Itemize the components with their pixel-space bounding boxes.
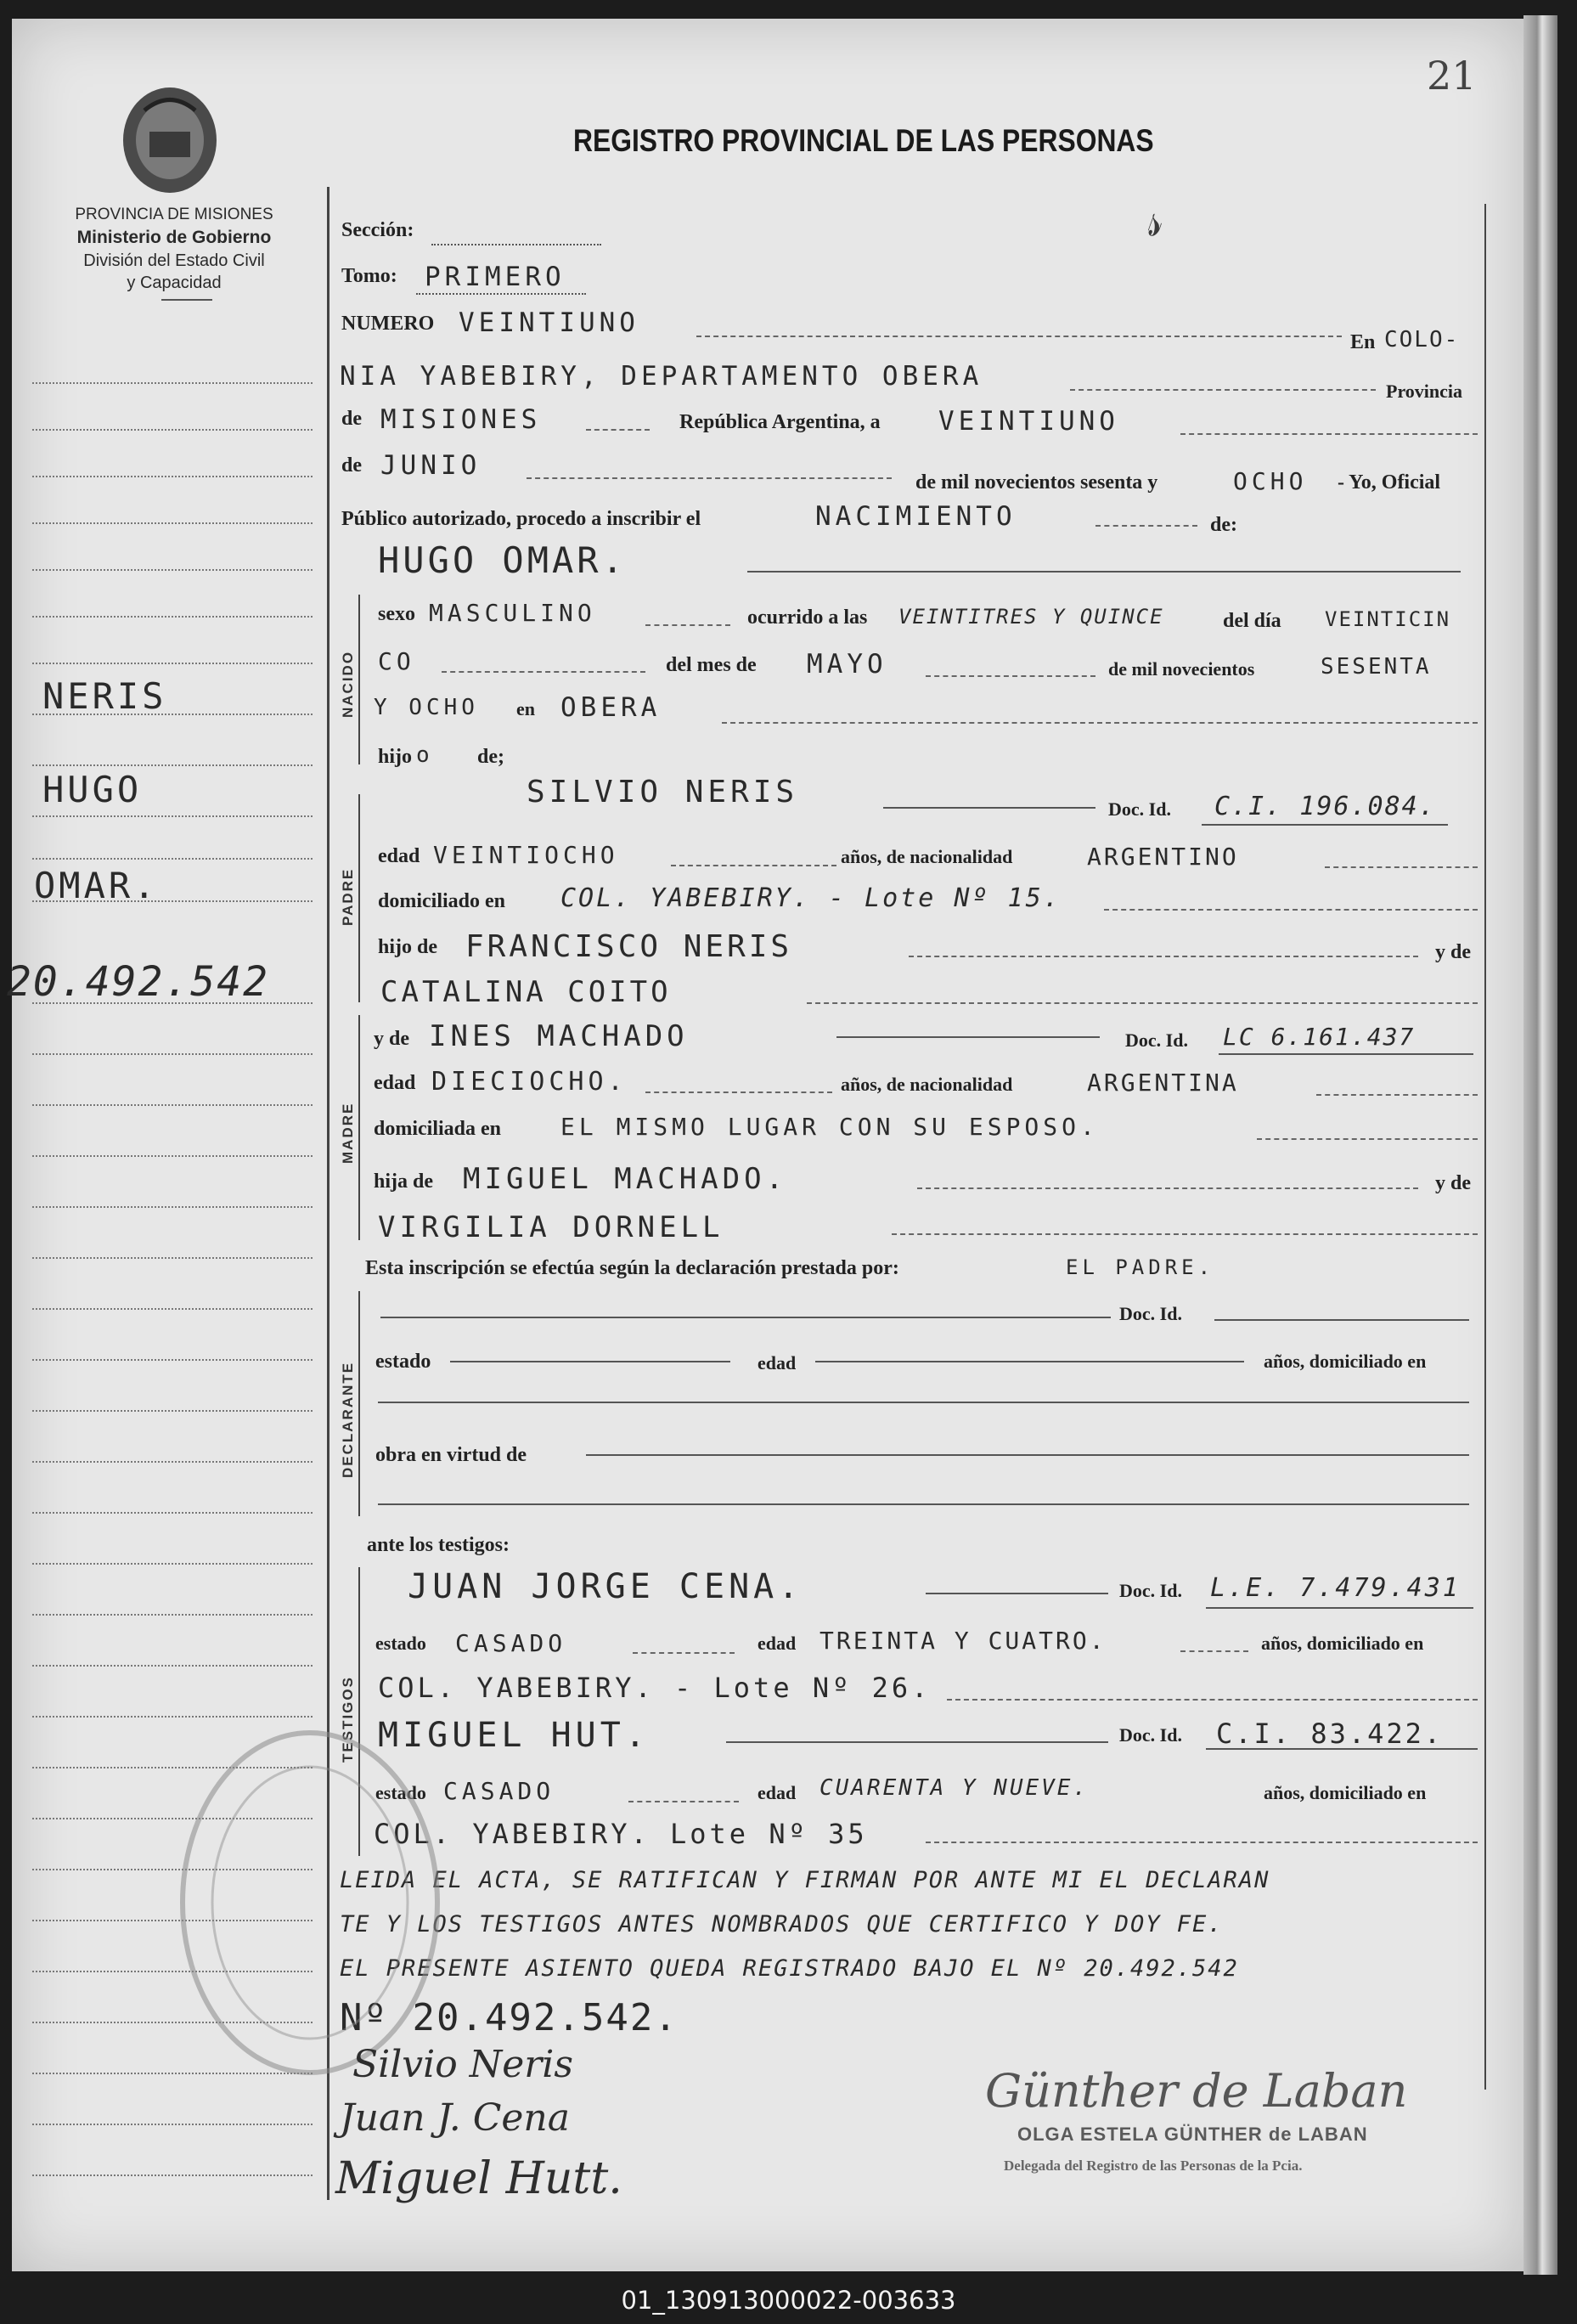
official-stamp-icon [174,1724,446,2081]
madre-domicilio-label: domiciliada en [374,1118,502,1140]
nacido-bracket [358,595,360,764]
declarante-obra-label: obra en virtud de [375,1444,527,1466]
numero-line [696,336,1342,337]
mes-nac-value: MAYO [807,649,887,680]
seccion-line [431,244,601,245]
declarante-anios-label: años, domiciliado en [1264,1351,1427,1372]
nacido-section-label: NACIDO [340,650,356,718]
mil-label-2: de mil novecientos [1108,658,1255,680]
testigo1-estado-label: estado [375,1633,426,1654]
testigo2-edad: CUARENTA Y NUEVE. [819,1775,1090,1801]
testigo1-estado: CASADO [455,1629,567,1657]
margin-line [32,1104,313,1106]
margin-line [32,1410,313,1412]
nota-line-4: Nº 20.492.542. [340,1996,679,2039]
margin-line [32,1308,313,1310]
padre-bracket [358,794,360,1002]
acto-value: NACIMIENTO [815,501,1017,532]
header-divider [161,299,212,301]
madre-padre-line [917,1187,1418,1189]
madre-madre-line [892,1233,1478,1235]
en-label: En [1350,331,1376,353]
margin-line [32,1614,313,1616]
testigo2-estado: CASADO [443,1777,555,1805]
madre-doc-line [1219,1053,1473,1055]
declarante-nombre-line [380,1317,1111,1318]
ocurrido-label: ocurrido a las [747,606,868,629]
margin-line [32,429,313,431]
padre-doc-line [1202,824,1448,826]
declarante-doc-line [1214,1319,1469,1321]
nombre-line [747,571,1461,573]
form-right-border [1484,204,1486,2090]
testigo2-doc-line [1206,1748,1478,1750]
seccion-label: Sección: [341,219,414,241]
sexo-label: sexo [378,603,415,625]
padre-padre-line [909,956,1418,957]
declarante-obra-line [586,1454,1469,1456]
del-mes-label: del mes de [666,654,757,676]
margin-name-1: HUGO [42,769,143,810]
madre-doc-label: Doc. Id. [1125,1029,1188,1051]
mes-nac-line [926,675,1095,677]
madre-nacionalidad-label: años, de nacionalidad [841,1074,1013,1095]
padre-nacionalidad-label: años, de nacionalidad [841,846,1013,867]
padre-nombre: SILVIO NERIS [527,775,799,809]
signature-padre: Silvio Neris [352,2043,573,2086]
de-label: de [341,408,362,430]
margin-line [32,1716,313,1718]
testigo2-nombre: MIGUEL HUT. [378,1716,650,1755]
margin-line [32,1461,313,1463]
padre-padre: FRANCISCO NERIS [465,929,793,964]
mes-value: JUNIO [380,450,482,481]
margin-line [32,1563,313,1565]
mil-label: de mil novecientos sesenta y [915,471,1158,494]
signature-testigo-2: Miguel Hutt. [335,2153,622,2204]
padre-domicilio-label: domiciliado en [378,890,506,912]
de-label-3: de: [1210,514,1237,536]
testigo2-anios-label: años, domiciliado en [1264,1782,1427,1803]
declarante-extra-line [378,1503,1469,1505]
margin-line [32,569,313,571]
testigos-label: ante los testigos: [367,1534,510,1556]
signature-oficial: Günther de Laban [985,2064,1408,2118]
testigo2-domicilio: COL. YABEBIRY. Lote Nº 35 [374,1818,868,1850]
madre-nac-line [1316,1094,1478,1096]
margin-line [32,2175,313,2176]
testigo1-doc-line [1206,1607,1473,1609]
margin-line [32,663,313,664]
declarante-doc-label: Doc. Id. [1119,1303,1182,1324]
document-title: REGISTRO PROVINCIAL DE LAS PERSONAS [573,123,1154,158]
margin-line [32,1053,313,1055]
testigo1-doc: L.E. 7.479.431 [1210,1573,1461,1603]
padre-madre-line [807,1002,1478,1004]
margin-line [32,2124,313,2125]
madre-bracket [358,1015,360,1240]
page-number: 21 [1427,53,1477,99]
margin-line [32,616,313,618]
padre-nombre-line [883,807,1095,809]
madre-madre: VIRGILIA DORNELL [378,1210,724,1244]
oficial-label: - Yo, Oficial [1338,471,1441,494]
en-value-start: COLO- [1384,327,1460,353]
header-signature: 𝓈 [1130,195,1169,248]
testigo1-anios-label: años, domiciliado en [1261,1633,1424,1654]
declaracion-label: Esta inscripción se efectúa según la declaración prestada por: [365,1257,899,1279]
madre-section-label: MADRE [340,1102,356,1164]
ministry-label: Ministerio de Gobierno [76,228,272,247]
margin-line [32,382,313,384]
testigo1-domicilio-line [947,1699,1478,1701]
numero-value: VEINTIUNO [459,307,639,338]
tomo-value: PRIMERO [425,262,566,292]
padre-hijo-de-label: hijo de [378,936,438,958]
padre-domicilio-line [1104,909,1478,911]
padre-doc-label: Doc. Id. [1108,798,1171,820]
testigo2-estado-line [628,1801,739,1802]
padre-edad-label: edad [378,845,420,867]
margin-line [32,1359,313,1361]
tomo-label: Tomo: [341,265,397,287]
margin-name-2: OMAR. [34,865,159,906]
madre-nombre: INES MACHADO [429,1019,689,1053]
testigo2-doc: C.I. 83.422. [1216,1718,1444,1750]
margin-registry-number: 20.492.542 [7,958,269,1006]
testigo1-estado-line [633,1652,735,1654]
margin-line [32,1257,313,1259]
testigo1-nombre-line [926,1593,1108,1594]
dia-nac-line [442,671,645,673]
testigo1-nombre: JUAN JORGE CENA. [408,1567,803,1606]
anio-value: OCHO [1233,467,1308,495]
padre-nacionalidad: ARGENTINO [1087,843,1239,871]
numero-label: NUMERO [341,313,435,335]
testigo1-doc-label: Doc. Id. [1119,1580,1182,1601]
margin-line [32,476,313,477]
testigo2-edad-label: edad [758,1782,797,1803]
madre-domicilio-line [1257,1138,1478,1140]
nota-line-2: TE Y LOS TESTIGOS ANTES NOMBRADOS QUE CERTIFICO Y DOY FE. [340,1911,1224,1938]
anio-nac-value: SESENTA [1321,654,1432,680]
image-id-footer: 01_130913000022-003633 [621,2286,956,2315]
padre-doc: C.I. 196.084. [1214,792,1436,821]
madre-nacionalidad: ARGENTINA [1087,1069,1239,1097]
declarante-estado-line [450,1361,730,1362]
testigo1-domicilio: COL. YABEBIRY. - Lote Nº 26. [378,1672,932,1704]
madre-edad-line [645,1091,832,1093]
testigos-section-label: TESTIGOS [340,1676,356,1763]
testigo1-edad-label: edad [758,1633,797,1654]
dia-nac-cont: CO [378,647,415,675]
en-label-2: en [516,698,535,719]
padre-edad: VEINTIOCHO [433,841,619,869]
margin-surname: NERIS [42,675,167,717]
en-value-cont: NIA YABEBIRY, DEPARTAMENTO OBERA [340,361,983,392]
lugar-nac-line [722,722,1478,724]
declarante-value: EL PADRE. [1066,1255,1215,1279]
madre-domicilio: EL MISMO LUGAR CON SU ESPOSO. [560,1113,1099,1141]
acto-line [1095,525,1197,527]
hijo-suffix: o [416,742,434,768]
madre-edad: DIECIOCHO. [431,1067,628,1097]
provincia-line [586,429,650,431]
padre-edad-line [671,865,836,866]
hora-value: VEINTITRES Y QUINCE [898,605,1164,629]
provincia-value: MISIONES [380,404,542,435]
declarante-domicilio-line [378,1402,1469,1403]
de-label-4: de; [477,746,504,768]
margin-line [32,522,313,524]
de-label-2: de [341,454,362,477]
dia-line [1180,433,1478,435]
division-label-1: División del Estado Civil [83,251,265,270]
madre-doc: LC 6.161.437 [1223,1023,1416,1051]
publico-label: Público autorizado, procedo a inscribir el [341,508,701,530]
declarante-bracket [358,1291,360,1516]
oficial-nombre: OLGA ESTELA GÜNTHER de LABAN [1017,2124,1368,2145]
republica-label: República Argentina, a [679,411,881,433]
madre-y-de-label: y de [1435,1172,1471,1194]
declarante-section-label: DECLARANTE [340,1361,356,1478]
testigo1-edad: TREINTA Y CUATRO. [819,1627,1107,1655]
margin-line [32,1512,313,1514]
en-line [1070,389,1376,391]
nota-line-3: EL PRESENTE ASIENTO QUEDA REGISTRADO BAJO EL Nº 20.492.542 [340,1955,1239,1982]
sexo-value: MASCULINO [429,599,596,627]
padre-madre: CATALINA COITO [380,975,672,1009]
madre-edad-label: edad [374,1072,416,1094]
testigo2-doc-label: Doc. Id. [1119,1724,1182,1746]
declarante-edad-line [815,1361,1244,1362]
tomo-line [416,293,586,295]
mes-line [527,477,892,479]
province-seal-icon [119,85,221,204]
testigo2-estado-label: estado [375,1782,426,1803]
madre-hija-de-label: hija de [374,1170,434,1193]
hijo-label: hijo [378,746,413,768]
testigo2-nombre-line [726,1741,1108,1743]
signature-testigo-1: Juan J. Cena [340,2096,571,2140]
provincia-label: Provincia [1386,381,1463,402]
madre-nombre-line [836,1036,1100,1038]
margin-line [32,1206,313,1208]
margin-line [32,1665,313,1667]
dia-value: VEINTIUNO [938,406,1119,437]
testigo1-edad-line [1180,1650,1248,1652]
declarante-edad-label: edad [758,1352,797,1374]
padre-section-label: PADRE [340,867,356,926]
anio-nac-cont: Y OCHO [374,695,479,720]
madre-y-de-label: y de [374,1028,409,1050]
padre-nac-line [1325,866,1478,868]
sexo-line [645,624,730,626]
testigo2-domicilio-line [926,1842,1478,1843]
margin-line [32,764,313,766]
declarante-estado-label: estado [375,1351,431,1373]
margin-line [32,858,313,860]
margin-line [32,1155,313,1157]
padre-y-de-label: y de [1435,941,1471,963]
madre-padre: MIGUEL MACHADO. [463,1162,788,1196]
lugar-nac-value: OBERA [560,692,662,723]
padre-domicilio: COL. YABEBIRY. - Lote Nº 15. [560,883,1062,913]
province-label: PROVINCIA DE MISIONES [75,206,273,223]
inscripto-nombre: HUGO OMAR. [378,539,627,581]
dia-nac-value: VEINTICIN [1325,607,1451,631]
del-dia-label: del día [1223,610,1281,632]
oficial-cargo: Delegada del Registro de las Personas de la Pcia. [1004,2158,1303,2174]
margin-line [32,815,313,817]
nota-line-1: LEIDA EL ACTA, SE RATIFICAN Y FIRMAN POR ANTE MI EL DECLARAN [340,1867,1270,1893]
book-edge [1523,15,1557,2275]
division-label-2: y Capacidad [127,274,222,292]
